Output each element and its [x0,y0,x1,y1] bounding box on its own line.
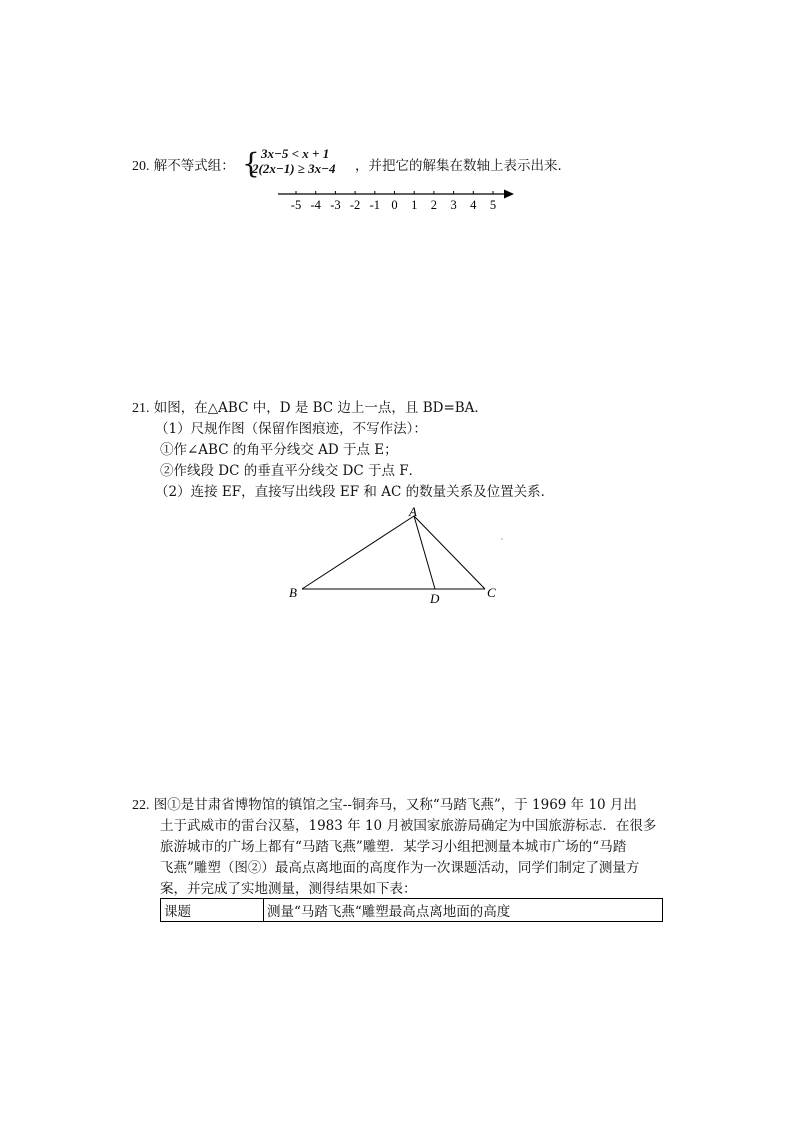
q22-table [160,898,663,922]
label-A: A [409,504,417,519]
number-line-tick-label: 1 [411,198,418,212]
q20-suffix: ，并把它的解集在数轴上表示出来． [355,158,571,174]
table-row [161,899,663,922]
number-line-tick-label: -3 [330,198,341,212]
q20-number: 20. [132,159,150,174]
q21-line-5: （2）连接 EF，直接写出线段 EF 和 AC 的数量关系及位置关系． [155,484,555,500]
number-line-tick-label: 3 [450,198,457,212]
q21-line-3: ①作∠ABC 的角平分线交 AD 于点 E； [160,442,398,458]
q20-number-line [270,182,530,216]
q21-number: 21. [132,401,150,416]
q20-inequality-2: 2(2x−1) ≥ 3x−4 [252,161,336,176]
number-line-tick-label: 4 [470,198,477,212]
number-line-tick-label: -1 [369,198,381,212]
table-label-cell: 课题 [161,899,264,922]
q20-prefix: 解不等式组： [153,158,235,174]
number-line-tick-label: -2 [349,198,361,212]
q21-line-1: 如图，在△ABC 中，D 是 BC 边上一点，且 BD=BA． [153,400,488,416]
q21-triangle-figure [280,500,520,612]
segment-BA [302,516,414,589]
q21-line-2: （1）尺规作图（保留作图痕迹，不写作法）： [155,421,427,437]
q21-line-4: ②作线段 DC 的垂直平分线交 DC 于点 F． [160,463,423,479]
q22-line-1: 图①是甘肃省博物馆的镇馆之宝--铜奔马，又称“马踏飞燕”，于 1969 年 10 月出 [153,797,637,813]
q20-inequality-1: 3x−5 < x + 1 [261,146,330,161]
label-B: B [289,585,297,600]
q22-number: 22. [132,798,150,813]
q22-line-2: 土于武威市的雷台汉墓，1983 年 10 月被国家旅游局确定为中国旅游标志．在很多 [160,818,657,834]
number-line-tick-label: -4 [310,198,321,212]
number-line-tick-label: 2 [430,198,438,212]
number-line-tick-label: 5 [489,198,497,212]
number-line-tick-label: 0 [391,198,398,212]
label-D: D [430,591,440,606]
q22-line-3: 旅游城市的广场上都有“马踏飞燕”雕塑．某学习小组把测量本城市广场的“马踏 [160,839,627,855]
stray-dot [501,538,502,539]
number-line-tick-label: -5 [290,198,302,212]
q22-line-5: 案，并完成了实地测量，测得结果如下表： [160,881,417,897]
number-line-arrow [504,190,514,199]
table-value-cell: 测量“马踏飞燕“雕塑最高点离地面的高度 [264,899,663,922]
label-C: C [487,585,496,600]
q22-line-4: 飞燕”雕塑（图②）最高点离地面的高度作为一次课题活动，同学们制定了测量方 [160,860,640,876]
q20-brace: { [242,147,260,180]
